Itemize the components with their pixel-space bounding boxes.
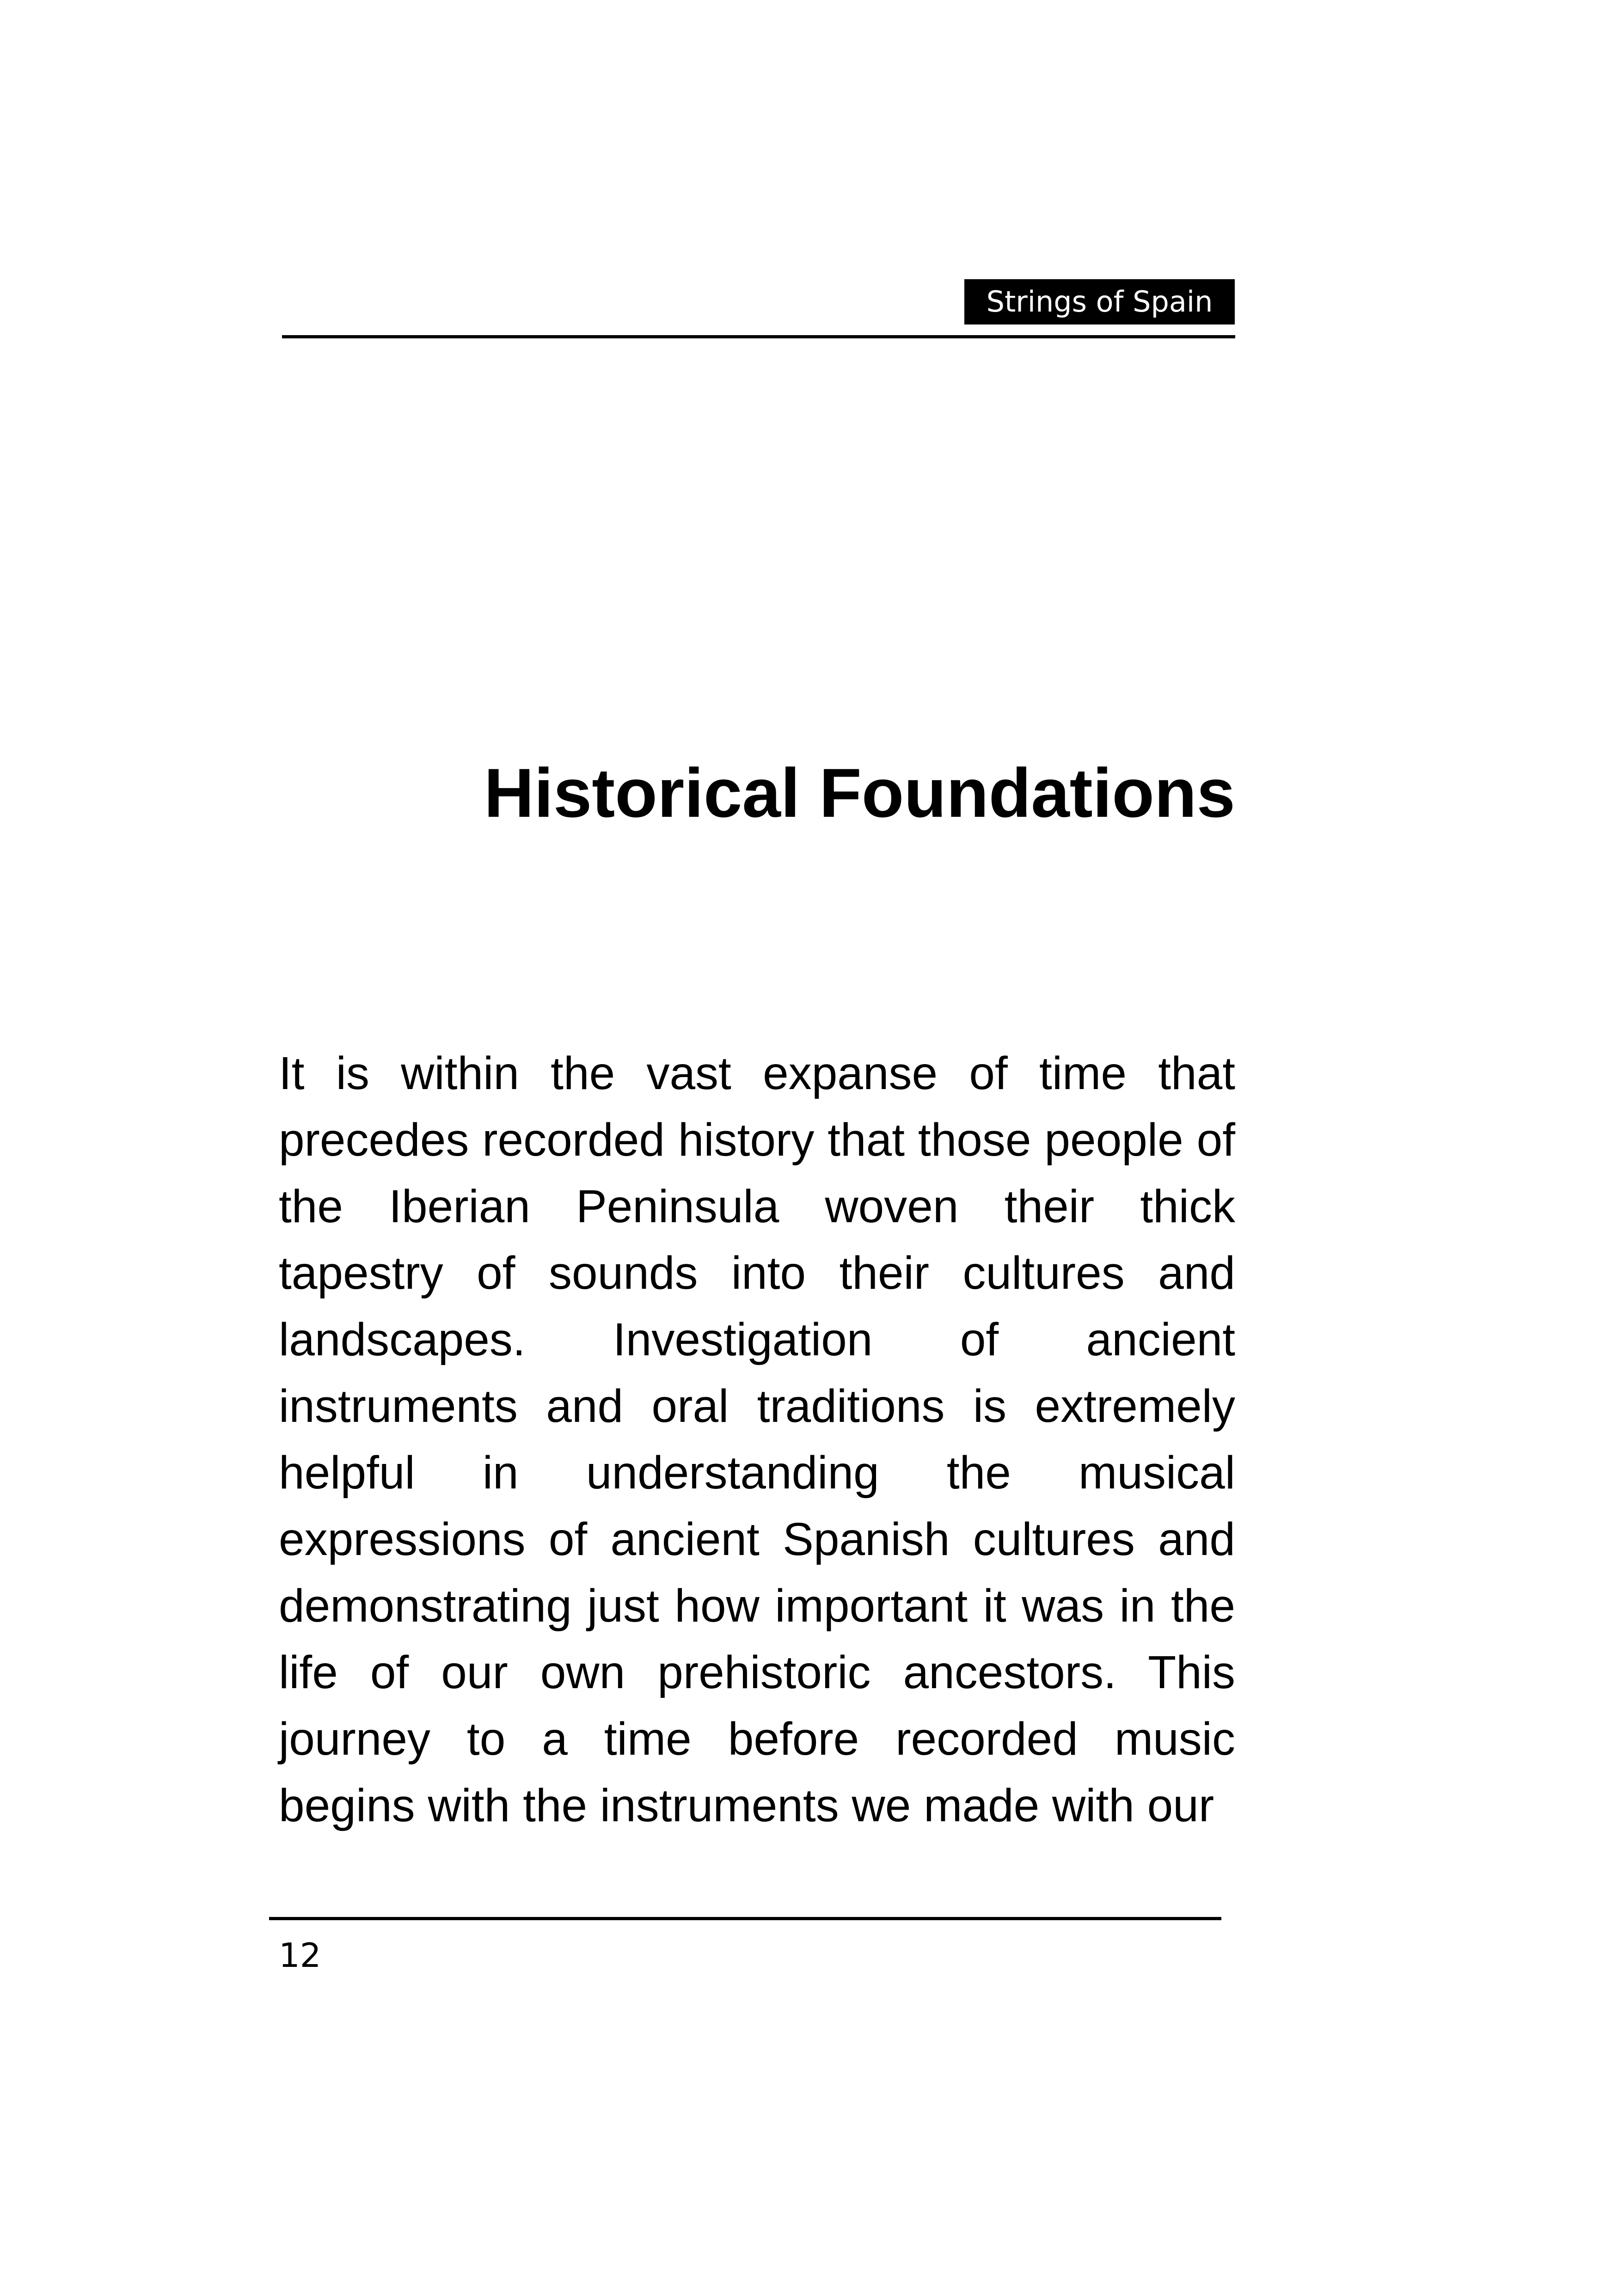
body-paragraph: It is within the vast expanse of time that precedes recorded history that those people of the Iberian Peninsula woven their thick tapestry of sounds into their cultures and landscapes. Investigation of ancient instruments and oral traditions is extremely helpful in understanding the musical expressions of ancient Spanish cultures and demonstrating just how important it was in the life of our own prehistoric ancestors. This journey to a time before recorded music begins with the instruments we made with our [279, 1047, 1235, 1831]
chapter-title: Historical Foundations [484, 754, 1235, 832]
page-number: 12 [279, 1936, 321, 1975]
running-header-title: Strings of Spain [964, 279, 1235, 325]
footer-divider [269, 1917, 1221, 1920]
header-divider [282, 335, 1235, 338]
